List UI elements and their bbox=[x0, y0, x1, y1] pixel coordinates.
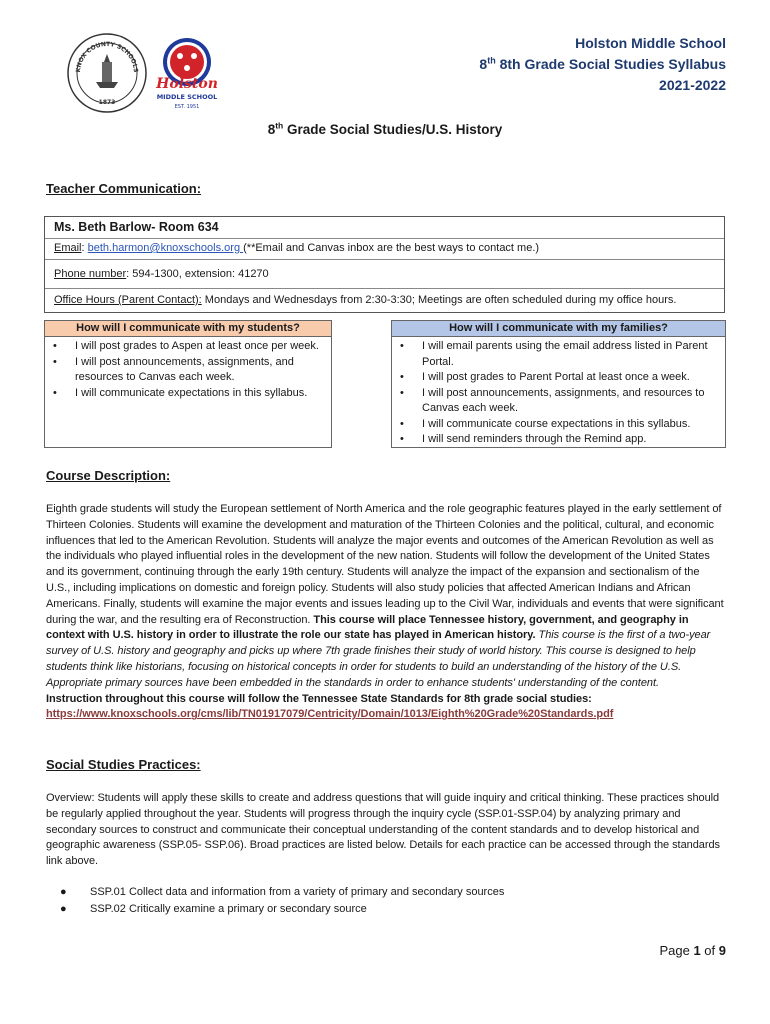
teacher-contact-box bbox=[44, 216, 725, 313]
teacher-email-link[interactable]: beth.harmon@knoxschools.org bbox=[87, 242, 244, 254]
practices-heading: Social Studies Practices: bbox=[46, 757, 201, 772]
header-logos bbox=[66, 32, 226, 112]
phone-value: : 594-1300, extension: 41270 bbox=[126, 268, 269, 280]
email-label: Email bbox=[54, 242, 82, 254]
list-item: • I will post announcements, assignments, and resources to Canvas each week. bbox=[53, 355, 294, 383]
students-table-header: How will I communicate with my students? bbox=[45, 321, 331, 337]
standards-link[interactable]: https://www.knoxschools.org/cms/lib/TN01917079/Centricity/Domain/1013/Eighth%20Grade%20Standards.pdf bbox=[46, 708, 614, 721]
school-header bbox=[479, 33, 726, 96]
document-title: 8th Grade Social Studies/U.S. History bbox=[267, 120, 503, 137]
practices-list bbox=[60, 884, 504, 917]
knox-county-schools-seal bbox=[66, 32, 148, 114]
families-table-header: How will I communicate with my families? bbox=[392, 321, 725, 337]
email-note: (**Email and Canvas inbox are the best ways to contact me.) bbox=[243, 242, 540, 254]
list-item: • I will communicate expectations in this syllabus. bbox=[53, 386, 308, 399]
course-description-text: Eighth grade students will study the European settlement of North America and the role geographic features played in the early settlement of Thirteen Colonies. Students will examine the development and maturation of the Thirteen Colonies and the political, cultural, and economic influences that led to the American Revolution. Students will analyze the major events and outcomes of the American Revolution as well as the individuals who played influential roles in the development of the new nation. Students will follow the development of the United States and its government, continuing through the early 19th century. Students will analyze the impact of the expansion and sectionalism of the U.S., including implications on domestic and foreign policy. Students will also study policies that affected American Indians and African Americans. Finally, students will examine the major events and issues leading up to the Civil War, individuals and events that were significant during the war, and the resulting era of Reconstruction. This course will place Tennessee history, government, and geography in context with U.S. history in order to illustrate the role our state has played in American history. This course is the first of a two-year survey of U.S. history and geography and picks up where 7th grade finishes their study of world history. This course is designed to help students think like historians, focusing on historical concepts in order for students to build an understanding of the history of the U.S. Appropriate primary sources have been embedded in the standards in order to enhance students' understanding of the content. Instruction throughout this course will follow the Tennessee State Standards for 8th grade social studies: https://www.knoxschools.org/cms/lib/TN01917079/Centricity/Domain/1013/Eighth%20Grade%20Standards.pdf bbox=[46, 503, 724, 721]
students-list bbox=[45, 337, 331, 405]
office-hours-row bbox=[45, 288, 724, 312]
students-communication-table bbox=[44, 320, 332, 448]
course-description-heading: Course Description: bbox=[46, 468, 171, 483]
standards-line: Instruction throughout this course will follow the Tennessee State Standards for 8th grade social studies: bbox=[46, 692, 592, 705]
holston-logo-est: EST. 1951 bbox=[174, 104, 200, 110]
practices-overview: Overview: Students will apply these skills to create and address questions that will guide inquiry and critical thinking. These practices should be regularly applied throughout the year. Students will progress through the inquiry cycle (SSP.01-SSP.04) by analyzing primary and secondary sources to construct and communicate their conceptual understanding of the content standards and to develop historical and geographic awareness (SSP.05- SSP.06). Broad practices are listed below. Details for each practice can be accessed through the standards link above. bbox=[46, 792, 720, 868]
school-year: 2021-2022 bbox=[659, 77, 726, 93]
list-item: ● SSP.01 Collect data and information from a variety of primary and secondary sources bbox=[60, 886, 505, 898]
families-communication-table bbox=[391, 320, 726, 448]
teacher-name-room: Ms. Beth Barlow- Room 634 bbox=[54, 220, 219, 234]
phone-row bbox=[45, 259, 724, 288]
list-item: • I will post grades to Parent Portal at least once a week. bbox=[400, 371, 690, 383]
list-item: • I will send reminders through the Remind app. bbox=[400, 433, 647, 445]
families-list bbox=[392, 337, 725, 452]
holston-logo-text: Holston bbox=[156, 76, 218, 92]
office-hours-value: Mondays and Wednesdays from 2:30-3:30; Meetings are often scheduled during my office hours. bbox=[201, 294, 677, 306]
syllabus-title: 8th 8th Grade Social Studies Syllabus bbox=[479, 55, 726, 72]
email-row: Email: beth.harmon@knoxschools.org (**Email and Canvas inbox are the best ways to contact me.) bbox=[45, 238, 724, 259]
seal-text: KNOX COUNTY SCHOOLS bbox=[74, 40, 140, 73]
list-item: ● SSP.02 Critically examine a primary or secondary source bbox=[60, 902, 367, 915]
teacher-communication-heading: Teacher Communication: bbox=[46, 181, 202, 196]
office-hours-label: Office Hours (Parent Contact): bbox=[54, 294, 202, 306]
school-name: Holston Middle School bbox=[575, 35, 726, 51]
page-number: Page 1 of 9 bbox=[659, 943, 726, 958]
list-item: • I will communicate course expectations in this syllabus. bbox=[400, 417, 691, 430]
phone-label: Phone number bbox=[54, 268, 127, 280]
list-item: • I will post grades to Aspen at least once per week. bbox=[53, 340, 319, 352]
list-item: • I will email parents using the email address listed in Parent Portal. bbox=[400, 340, 708, 368]
holston-logo-subtext: MIDDLE SCHOOL bbox=[156, 93, 218, 101]
holston-logo bbox=[154, 36, 220, 112]
seal-year: 1873 bbox=[98, 99, 116, 106]
list-item: • I will post announcements, assignments, and resources to Canvas each week. bbox=[400, 386, 705, 414]
